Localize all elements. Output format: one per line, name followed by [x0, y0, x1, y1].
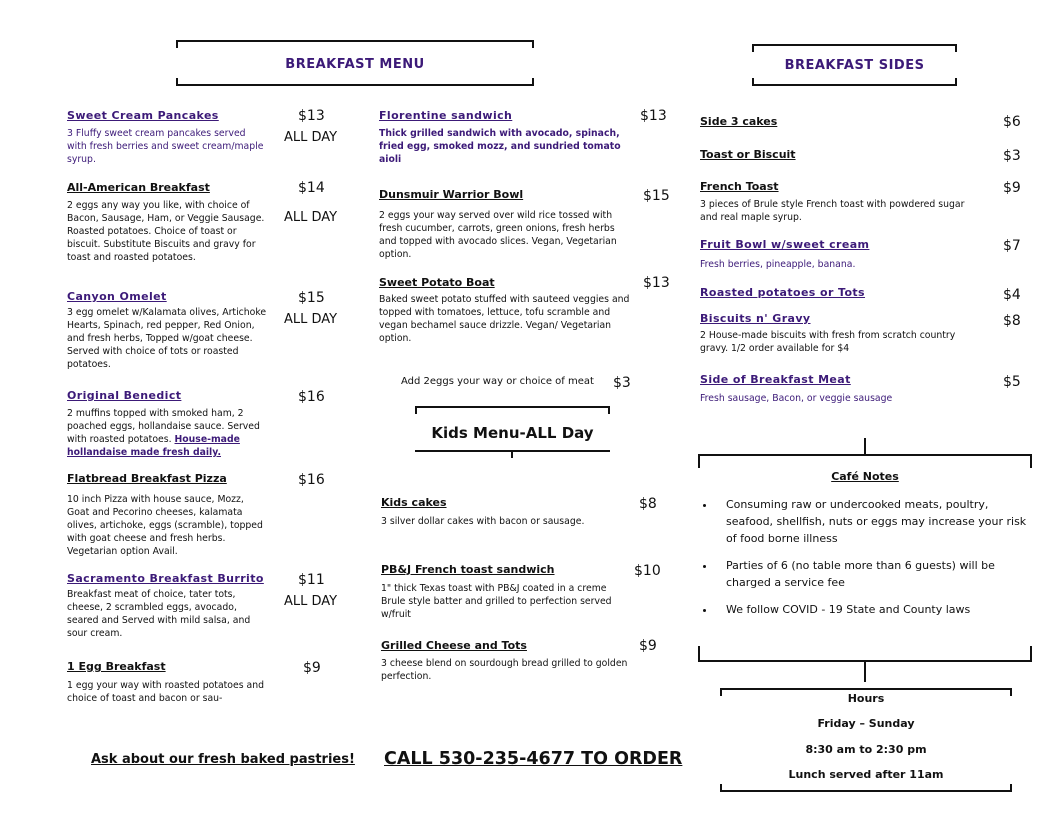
rule-tick — [176, 40, 178, 48]
item-price: $9 — [303, 660, 321, 676]
side-price: $6 — [1003, 114, 1021, 130]
rule-tick — [752, 44, 754, 52]
item-desc: 3 Fluffy sweet cream pancakes served with fresh berries and sweet cream/maple syrup. — [67, 128, 264, 165]
item-title: All-American Breakfast — [67, 181, 210, 194]
item-desc — [67, 407, 267, 459]
item-desc: 3 egg omelet w/Kalamata olives, Artichoke Hearts, Spinach, red pepper, Red Onion, and fresh herbs, Topped w/goat cheese. Served with choice of tots or roasted potatoes. — [67, 307, 267, 370]
item-desc-link: House-made hollandaise made fresh daily. — [67, 434, 240, 458]
item-title: Kids cakes — [381, 496, 447, 509]
note-item: • Consuming raw or undercooked meats, poultry, seafood, shellfish, nuts or eggs may increase your risk of food borne illness — [716, 496, 1032, 547]
item-note: ALL DAY — [284, 312, 338, 327]
rule-tick — [176, 78, 178, 86]
side-price: $5 — [1003, 374, 1021, 390]
item-title: Sweet Cream Pancakes — [67, 109, 219, 122]
breakfast-sides-title: BREAKFAST SIDES — [784, 58, 925, 73]
item-title: Sweet Potato Boat — [379, 276, 495, 289]
hours-rule-tick — [864, 660, 866, 682]
hours-days: Friday – Sunday — [817, 717, 915, 730]
item-price: $15 — [298, 290, 325, 306]
item-price: $16 — [298, 472, 325, 488]
side-desc: 2 House-made biscuits with fresh from scratch country gravy. 1/2 order available for $4 — [700, 330, 956, 354]
rule-tick — [608, 406, 610, 414]
item-title: Sacramento Breakfast Burrito — [67, 572, 264, 585]
item-desc: 1 egg your way with roasted potatoes and choice of toast and bacon or sau- — [67, 680, 264, 704]
item-note: ALL DAY — [284, 210, 338, 225]
item-title: PB&J French toast sandwich — [381, 563, 555, 576]
item-title: 1 Egg Breakfast — [67, 660, 166, 673]
rule-tick — [532, 78, 534, 86]
pastries-callout: Ask about our fresh baked pastries! — [91, 752, 355, 767]
item-title: Florentine sandwich — [379, 109, 513, 122]
kids-rule-tick — [511, 450, 513, 458]
item-price: $13 — [643, 275, 670, 291]
item-note: ALL DAY — [284, 130, 338, 145]
item-price: $14 — [298, 180, 325, 196]
side-price: $9 — [1003, 180, 1021, 196]
side-desc: 3 pieces of Brule style French toast with powdered sugar and real maple syrup. — [700, 199, 965, 223]
item-desc: 3 silver dollar cakes with bacon or sausage. — [381, 516, 585, 527]
rule-tick — [1030, 454, 1032, 468]
side-price: $4 — [1003, 287, 1021, 303]
item-desc: 2 eggs any way you like, with choice of Bacon, Sausage, Ham, or Veggie Sausage. Roasted potatoes. Choice of toast or biscuit. Substitute Biscuits and gravy for toast and roasted potatoes. — [67, 200, 265, 263]
rule-tick — [752, 78, 754, 86]
item-price: $16 — [298, 389, 325, 405]
call-to-order: CALL 530-235-4677 TO ORDER — [384, 749, 683, 769]
item-title: Original Benedict — [67, 389, 182, 402]
addon-price: $3 — [613, 375, 631, 391]
side-title: Side of Breakfast Meat — [700, 373, 851, 386]
item-desc: 2 eggs your way served over wild rice tossed with fresh cucumber, carrots, green onions, fresh herbs and topped with avocado slices. Vegan, Vegetarian option. — [379, 210, 617, 260]
hours-lunch: Lunch served after 11am — [788, 768, 944, 781]
item-price: $13 — [640, 108, 667, 124]
rule-tick — [1010, 784, 1012, 792]
item-price: $11 — [298, 572, 325, 588]
item-title: Canyon Omelet — [67, 290, 167, 303]
hours-rule-top — [720, 688, 1012, 690]
rule-tick — [955, 44, 957, 52]
hours-title: Hours — [847, 692, 885, 705]
sides-rule-bottom — [752, 84, 957, 86]
item-desc: Breakfast meat of choice, tater tots, cheese, 2 scrambled eggs, avocado, seared and Served with mild salsa, and sour cream. — [67, 589, 251, 639]
note-item: • Parties of 6 (no table more than 6 guests) will be charged a service fee — [716, 557, 1032, 591]
item-price: $15 — [643, 188, 670, 204]
item-title: Grilled Cheese and Tots — [381, 639, 527, 652]
rule-tick — [415, 406, 417, 414]
item-desc: 1" thick Texas toast with PB&J coated in a creme Brule style batter and grilled to perfection served w/fruit — [381, 583, 612, 620]
side-desc: Fresh berries, pineapple, banana. — [700, 259, 856, 270]
side-title: French Toast — [700, 180, 779, 193]
rule-tick — [720, 784, 722, 792]
hours-time: 8:30 am to 2:30 pm — [805, 743, 927, 756]
side-title: Toast or Biscuit — [700, 148, 796, 161]
header-rule-top — [176, 40, 534, 42]
item-price: $13 — [298, 108, 325, 124]
cafe-notes-list — [700, 496, 1032, 628]
side-title: Roasted potatoes or Tots — [700, 286, 866, 299]
item-desc-text: 2 muffins topped with smoked ham, 2 poached eggs, hollandaise sauce. Served with roasted potatoes. — [67, 408, 260, 445]
item-title: Dunsmuir Warrior Bowl — [379, 188, 524, 201]
item-price: $10 — [634, 563, 661, 579]
header-rule-bottom — [176, 84, 534, 86]
notes-rule-top — [698, 454, 1032, 456]
notes-rule-tick — [864, 438, 866, 454]
side-price: $8 — [1003, 313, 1021, 329]
kids-menu-title: Kids Menu-ALL Day — [431, 424, 594, 442]
cafe-notes-title: Café Notes — [831, 470, 899, 483]
side-title: Biscuits n' Gravy — [700, 312, 811, 325]
side-price: $7 — [1003, 238, 1021, 254]
item-note: ALL DAY — [284, 594, 338, 609]
rule-tick — [698, 646, 700, 660]
item-desc: Baked sweet potato stuffed with sauteed veggies and topped with tomatoes, lettuce, tofu scramble and vegan bechamel sauce drizzle. Vegan/ Vegetarian option. — [379, 294, 630, 344]
side-desc: Fresh sausage, Bacon, or veggie sausage — [700, 393, 893, 404]
item-price: $8 — [639, 496, 657, 512]
side-title: Fruit Bowl w/sweet cream — [700, 238, 870, 251]
side-price: $3 — [1003, 148, 1021, 164]
rule-tick — [1030, 646, 1032, 660]
rule-tick — [698, 454, 700, 468]
rule-tick — [532, 40, 534, 48]
rule-tick — [955, 78, 957, 86]
side-title: Side 3 cakes — [700, 115, 778, 128]
hours-rule-bottom — [720, 790, 1012, 792]
item-desc: 3 cheese blend on sourdough bread grilled to golden perfection. — [381, 658, 628, 682]
note-item: • We follow COVID - 19 State and County laws — [716, 601, 1032, 618]
item-desc: 10 inch Pizza with house sauce, Mozz, Goat and Pecorino cheeses, kalamata olives, artichoke, eggs (scramble), topped with goat cheese and fresh herbs. Vegetarian option Avail. — [67, 494, 263, 557]
addon-label: Add 2eggs your way or choice of meat — [401, 376, 594, 387]
sides-rule-top — [752, 44, 957, 46]
breakfast-menu-title: BREAKFAST MENU — [285, 57, 425, 72]
item-title: Flatbread Breakfast Pizza — [67, 472, 227, 485]
item-price: $9 — [639, 638, 657, 654]
kids-rule-top — [415, 406, 610, 408]
item-desc: Thick grilled sandwich with avocado, spinach, fried egg, smoked mozz, and sundried tomato aioli — [379, 128, 621, 165]
